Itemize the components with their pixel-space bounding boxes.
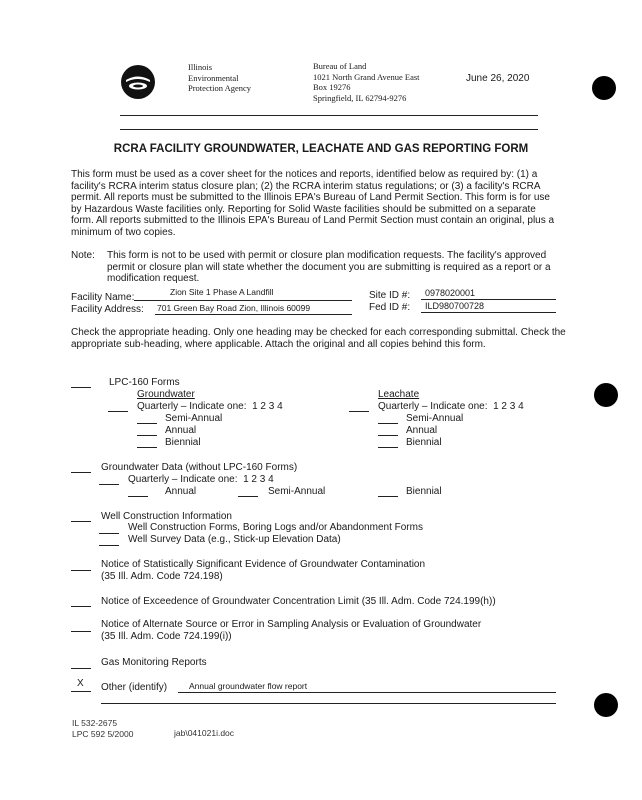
gwd-quarterly-label: Quarterly – Indicate one: 1 2 3 4 xyxy=(128,474,274,485)
footer-form-ids: IL 532-2675 LPC 592 5/2000 xyxy=(72,718,134,739)
gw-data-heading: Groundwater Data (without LPC-160 Forms) xyxy=(101,462,298,473)
punch-hole-top xyxy=(592,76,616,100)
gw-annual-checkbox[interactable] xyxy=(137,425,157,436)
gwd-semi-checkbox[interactable] xyxy=(238,486,258,497)
gw-semi-label: Semi-Annual xyxy=(165,413,223,424)
exceedence-label: Notice of Exceedence of Groundwater Concentration Limit (35 Ill. Adm. Code 724.199(h)) xyxy=(101,596,496,607)
header-rule-1 xyxy=(120,115,538,116)
form-title: RCRA FACILITY GROUNDWATER, LEACHATE AND GAS REPORTING FORM xyxy=(113,143,529,155)
gwd-annual-checkbox[interactable] xyxy=(128,486,148,497)
groundwater-subheading: Groundwater xyxy=(137,389,195,400)
illinois-epa-logo-icon xyxy=(120,64,156,100)
facility-address-value: 701 Green Bay Road Zion, Illinois 60099 xyxy=(157,303,311,313)
gw-annual-label: Annual xyxy=(165,425,197,436)
facility-address-field[interactable] xyxy=(155,302,352,315)
lch-quarterly-checkbox[interactable] xyxy=(349,401,369,412)
gwd-biennial-label: Biennial xyxy=(406,486,442,497)
lch-annual-label: Annual xyxy=(406,425,438,436)
site-id-field[interactable] xyxy=(421,287,556,300)
other-check-mark: X xyxy=(77,678,84,689)
well-checkbox[interactable] xyxy=(71,511,91,522)
punch-hole-bottom xyxy=(594,693,618,717)
gw-quarterly-checkbox[interactable] xyxy=(108,401,128,412)
note-label: Note: xyxy=(71,250,95,261)
facility-name-field[interactable] xyxy=(134,286,352,301)
other-value: Annual groundwater flow report xyxy=(189,681,308,691)
gwd-quarterly-checkbox[interactable] xyxy=(99,474,119,485)
footer-file-name: jab\041021i.doc xyxy=(174,728,235,738)
fed-id-label: Fed ID #: xyxy=(369,302,411,313)
sig-evidence-label: Notice of Statistically Significant Evidence of Groundwater Contamination (35 Ill. Adm. Code 724.198) xyxy=(101,559,426,582)
other-second-rule xyxy=(101,703,556,704)
lpc160-heading: LPC-160 Forms xyxy=(109,377,180,388)
alternate-source-checkbox[interactable] xyxy=(71,621,91,632)
instructions-paragraph: Check the appropriate heading. Only one heading may be checked for each corresponding submittal. Check the appropriate sub-heading, where applicable. Attach the original and all copies behind this form. xyxy=(71,327,566,350)
site-id-label: Site ID #: xyxy=(369,290,411,301)
other-field[interactable] xyxy=(178,681,556,693)
agency-address: Bureau of Land 1021 North Grand Avenue East Box 19276 Springfield, IL 62794-9276 xyxy=(313,61,420,103)
gas-monitoring-label: Gas Monitoring Reports xyxy=(101,657,207,668)
facility-name-value: Zion Site 1 Phase A Landfill xyxy=(170,287,274,297)
gw-biennial-label: Biennial xyxy=(165,437,201,448)
other-checkbox[interactable] xyxy=(71,678,91,692)
lch-semi-checkbox[interactable] xyxy=(378,413,398,424)
gw-data-checkbox[interactable] xyxy=(71,462,91,473)
gw-semi-checkbox[interactable] xyxy=(137,413,157,424)
well-heading: Well Construction Information xyxy=(101,511,232,522)
lch-semi-label: Semi-Annual xyxy=(406,413,464,424)
agency-name: Illinois Environmental Protection Agency xyxy=(188,62,252,93)
header-rule-2 xyxy=(120,129,538,130)
gwd-semi-label: Semi-Annual xyxy=(268,486,326,497)
form-date: June 26, 2020 xyxy=(466,73,530,84)
alternate-source-label: Notice of Alternate Source or Error in Sampling Analysis or Evaluation of Groundwater (35 Ill. Adm. Code 724.199(i)) xyxy=(101,619,482,642)
well-forms-label: Well Construction Forms, Boring Logs and/or Abandonment Forms xyxy=(128,522,423,533)
well-survey-label: Well Survey Data (e.g., Stick-up Elevation Data) xyxy=(128,534,341,545)
sig-evidence-checkbox[interactable] xyxy=(71,560,91,571)
gwd-biennial-checkbox[interactable] xyxy=(378,486,398,497)
gwd-annual-label: Annual xyxy=(165,486,197,497)
lch-quarterly-label: Quarterly – Indicate one: 1 2 3 4 xyxy=(378,401,524,412)
well-survey-checkbox[interactable] xyxy=(99,535,119,546)
gw-biennial-checkbox[interactable] xyxy=(137,437,157,448)
other-label: Other (identify) xyxy=(101,682,168,693)
intro-paragraph: This form must be used as a cover sheet for the notices and reports, identified below as required by: (1) a facility's RCRA interim status closure plan; (2) the RCRA interim status regulations; or (3) a facility's RCRA permit. All reports must be submitted to the Illinois EPA's Bureau of Land Permit Section. This form is for use by Hazardous Waste facilities only. Reporting for Solid Waste facilities should be submitted on a separate form. All reports submitted to the Illinois EPA's Bureau of Land Permit Section must contain an original, plus a minimum of two copies. xyxy=(71,169,555,238)
lch-biennial-checkbox[interactable] xyxy=(378,437,398,448)
facility-address-label: Facility Address: xyxy=(71,304,144,315)
fed-id-value: ILD980700728 xyxy=(425,301,485,311)
gw-quarterly-label: Quarterly – Indicate one: 1 2 3 4 xyxy=(137,401,283,412)
site-id-value: 0978020001 xyxy=(425,288,476,298)
gas-monitoring-checkbox[interactable] xyxy=(71,658,91,669)
well-forms-checkbox[interactable] xyxy=(99,523,119,534)
lch-biennial-label: Biennial xyxy=(406,437,442,448)
fed-id-field[interactable] xyxy=(421,300,556,313)
exceedence-checkbox[interactable] xyxy=(71,596,91,607)
punch-hole-middle xyxy=(594,383,618,407)
note-text: This form is not to be used with permit or closure plan modification requests. The facility's approved permit or closure plan will state whether the document you are submitting is required as a report or a modification request. xyxy=(107,250,551,284)
lch-annual-checkbox[interactable] xyxy=(378,425,398,436)
facility-name-label: Facility Name: xyxy=(71,292,135,303)
leachate-subheading: Leachate xyxy=(378,389,420,400)
lpc160-checkbox[interactable] xyxy=(71,377,91,388)
